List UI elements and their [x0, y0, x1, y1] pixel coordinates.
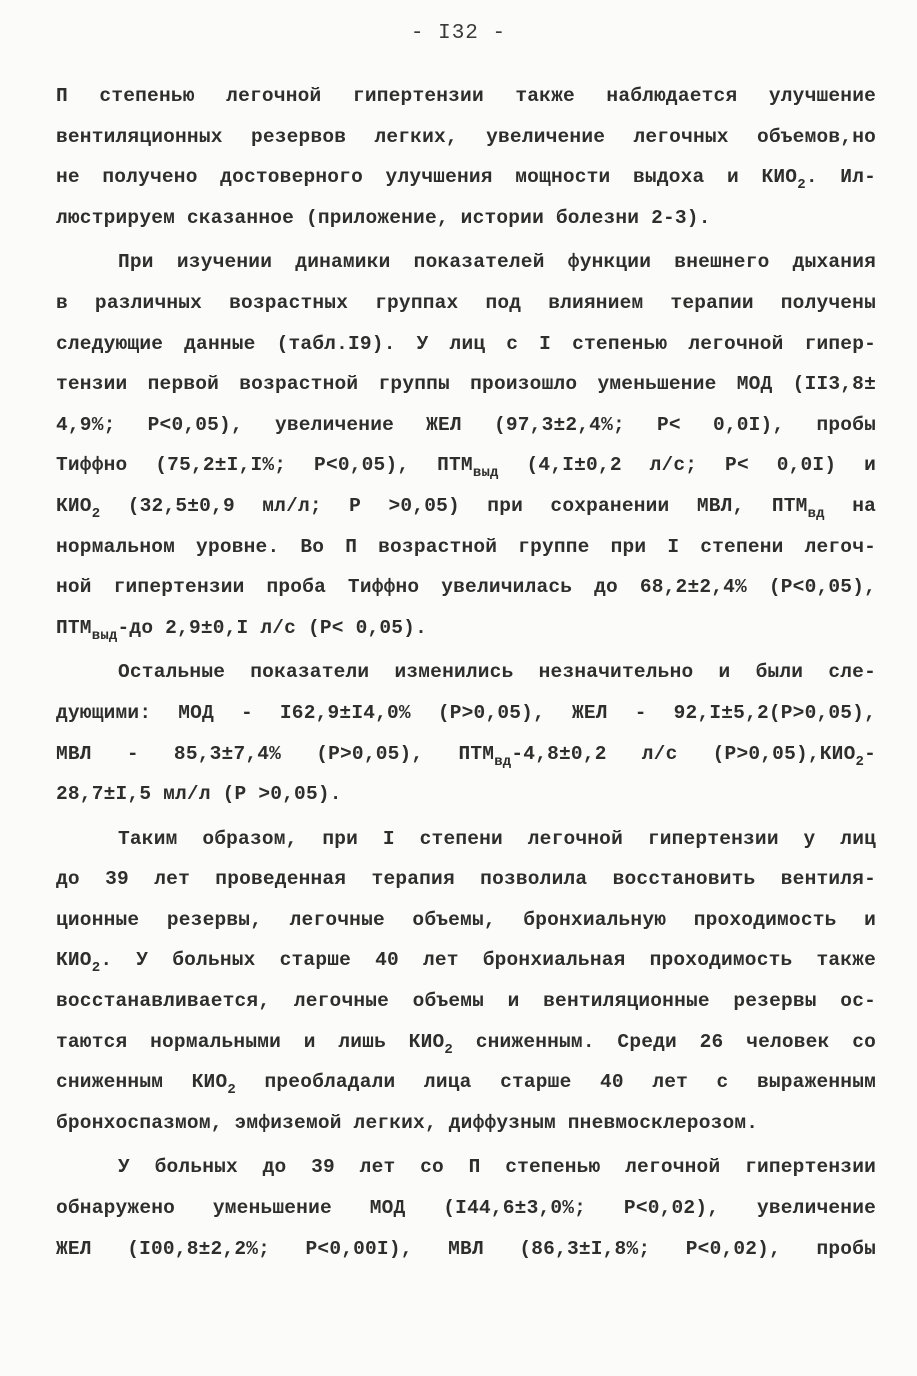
text-line: таются нормальными и лишь $КИО_2$ сниженным. Среди 26 человек со: [56, 1030, 876, 1058]
text-line: сниженным $КИО_2$ преобладали лица старше 40 лет с выраженным: [56, 1071, 877, 1099]
text-line: бронхоспазмом, эмфиземой легких, диффузным пневмосклерозом.: [56, 1111, 759, 1134]
text-line: обнаружено уменьшение МОД (I44,6±3,0%; P<0,02), увеличение: [56, 1197, 876, 1220]
text-line: 28,7±I,5 мл/л (P >0,05).: [56, 783, 342, 806]
text-line: $ПТМ_{выд}-до$ 2,9±0,I л/с (P< 0,05).: [56, 616, 427, 644]
text-line: $КИО_2$. У больных старше 40 лет бронхиальная проходимость также: [56, 949, 876, 977]
text-line: до 39 лет проведенная терапия позволила восстановить вентиля-: [56, 868, 876, 891]
text-line: нормальном уровне. Во П возрастной группе при I степени легоч-: [56, 535, 876, 558]
text-line: 4,9%; P<0,05), увеличение ЖЕЛ (97,3±2,4%; P< 0,0I), пробы: [56, 413, 876, 436]
paragraph: [56, 76, 876, 238]
text-line: ЖЕЛ (I00,8±2,2%; P<0,00I), МВЛ (86,3±I,8%; P<0,02), пробы: [56, 1237, 876, 1260]
text-line: При изучении динамики показателей функции внешнего дыхания: [118, 251, 876, 274]
text-line: Остальные показатели изменились незначительно и были сле-: [118, 661, 876, 684]
paragraph: [56, 819, 876, 1144]
text-line: восстанавливается, легочные объемы и вентиляционные резервы ос-: [56, 990, 876, 1013]
text-line: дующими: МОД - I62,9±I4,0% (P>0,05), ЖЕЛ - 92,I±5,2(P>0,05),: [56, 701, 876, 724]
text-line: люстрируем сказанное (приложение, истории болезни 2-3).: [56, 206, 711, 229]
text-line: тензии первой возрастной группы произошло уменьшение МОД (II3,8±: [56, 373, 876, 396]
text-line: П степенью легочной гипертензии также наблюдается улучшение: [56, 85, 876, 107]
text-line: $КИО_2$ (32,5±0,9 мл/л; P >0,05) при сохранении МВЛ, $ПТМ_{вд}$ на: [56, 494, 876, 522]
text-line: вентиляционных резервов легких, увеличение легочных объемов,но: [56, 125, 876, 148]
paragraph: [56, 1147, 876, 1269]
text-line: следующие данные (табл.I9). У лиц с I степенью легочной гипер-: [56, 332, 876, 355]
page-number: - I32 -: [410, 22, 507, 45]
text-line: Тиффно (75,2±I,I%; P<0,05), $ПТМ_{выд}$ (4,I±0,2 л/с; P< 0,0I) и: [56, 454, 876, 482]
body-text: [56, 76, 876, 1269]
paragraph: [56, 242, 876, 648]
text-line: в различных возрастных группах под влиянием терапии получены: [56, 291, 876, 314]
text-line: Таким образом, при I степени легочной гипертензии у лиц: [118, 827, 876, 850]
text-line: ной гипертензии проба Тиффно увеличилась до 68,2±2,4% (P<0,05),: [56, 576, 876, 599]
text-line: МВЛ - 85,3±7,4% (P>0,05), $ПТМ_{вд}-4,8\pm 0,2$ л/с $(P>0,05),КИО_2-$: [56, 742, 876, 770]
text-line: ционные резервы, легочные объемы, бронхиальную проходимость и: [56, 908, 876, 931]
text-line: У больных до 39 лет со П степенью легочной гипертензии: [118, 1156, 876, 1179]
paragraph: [56, 652, 876, 814]
text-line: не получено достоверного улучшения мощности выдоха и $КИО_2$. Ил-: [56, 166, 876, 194]
